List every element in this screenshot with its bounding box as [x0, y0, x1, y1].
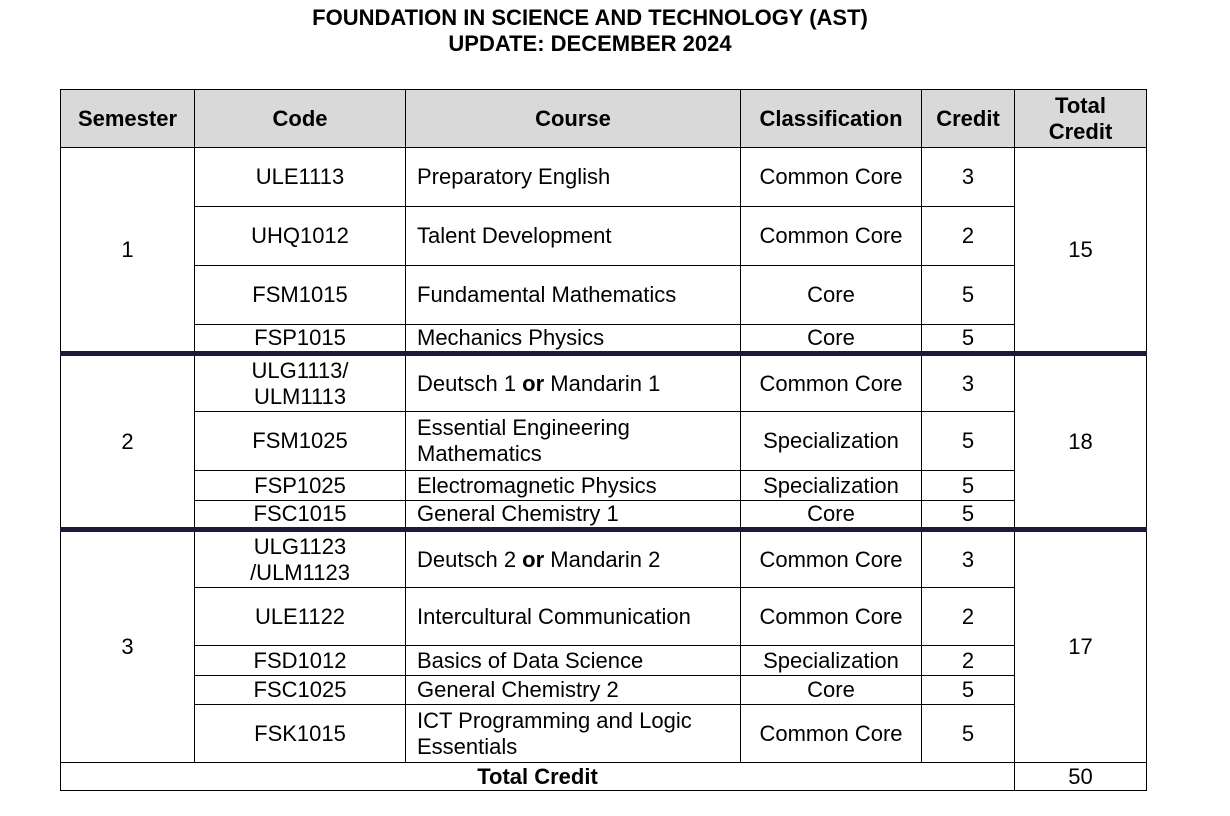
classification-cell: Common Core	[741, 530, 922, 588]
code-cell: FSD1012	[195, 646, 406, 676]
course-cell: Talent Development	[406, 207, 741, 266]
course-cell: Electromagnetic Physics	[406, 471, 741, 501]
table-row	[61, 207, 1147, 266]
header-semester: Semester	[61, 90, 195, 148]
credit-cell: 5	[922, 471, 1015, 501]
course-cell: Mechanics Physics	[406, 325, 741, 354]
credit-cell: 3	[922, 530, 1015, 588]
credit-cell: 5	[922, 325, 1015, 354]
classification-cell: Specialization	[741, 646, 922, 676]
document-title: FOUNDATION IN SCIENCE AND TECHNOLOGY (AST)	[312, 5, 868, 30]
code-cell: FSP1025	[195, 471, 406, 501]
table-row	[61, 354, 1147, 412]
course-line1: ICT Programming and Logic	[417, 707, 692, 733]
credit-cell: 5	[922, 501, 1015, 530]
course-cell: Preparatory English	[406, 148, 741, 207]
course-cell: Intercultural Communication	[406, 588, 741, 646]
credit-cell: 3	[922, 354, 1015, 412]
table-row	[61, 705, 1147, 763]
credit-cell: 2	[922, 588, 1015, 646]
credit-cell: 5	[922, 705, 1015, 763]
header-course: Course	[406, 90, 741, 148]
credit-cell: 3	[922, 148, 1015, 207]
classification-cell: Common Core	[741, 148, 922, 207]
table-row	[61, 412, 1147, 471]
total-credit-cell: 18	[1015, 354, 1147, 530]
table-row	[61, 676, 1147, 705]
code-cell: FSK1015	[195, 705, 406, 763]
code-line1: ULG1113/	[251, 357, 349, 383]
code-line1: ULG1123	[253, 533, 347, 559]
classification-cell: Core	[741, 501, 922, 530]
classification-cell: Specialization	[741, 412, 922, 471]
semester-cell: 1	[61, 148, 195, 354]
credit-cell: 5	[922, 412, 1015, 471]
code-cell	[195, 354, 406, 412]
classification-cell: Common Core	[741, 588, 922, 646]
header-credit: Credit	[922, 90, 1015, 148]
code-line2: ULM1113	[253, 383, 347, 409]
semester-cell: 2	[61, 354, 195, 530]
course-cell	[406, 412, 741, 471]
course-part: Mandarin 1	[544, 370, 661, 396]
credit-cell: 2	[922, 646, 1015, 676]
code-cell: FSC1025	[195, 676, 406, 705]
course-part: Deutsch 2	[417, 546, 523, 572]
course-cell	[406, 705, 741, 763]
header-total-credit-line2: Credit	[1048, 118, 1113, 144]
classification-cell: Core	[741, 266, 922, 325]
classification-cell: Common Core	[741, 207, 922, 266]
classification-cell: Core	[741, 676, 922, 705]
table-row	[61, 501, 1147, 530]
course-part: Mandarin 2	[544, 546, 661, 572]
total-row	[61, 763, 1147, 791]
code-cell: UHQ1012	[195, 207, 406, 266]
credit-cell: 2	[922, 207, 1015, 266]
header-code: Code	[195, 90, 406, 148]
course-line1: Essential Engineering	[417, 415, 630, 440]
table-row	[61, 646, 1147, 676]
total-credit-cell: 15	[1015, 148, 1147, 354]
semester-cell: 3	[61, 530, 195, 763]
course-or: or	[522, 370, 545, 396]
table-row	[61, 471, 1147, 501]
update-date: UPDATE: DECEMBER 2024	[448, 31, 732, 56]
code-line2: /ULM1123	[250, 559, 350, 585]
table-row	[61, 530, 1147, 588]
code-cell: ULE1122	[195, 588, 406, 646]
course-cell: Basics of Data Science	[406, 646, 741, 676]
course-cell: General Chemistry 2	[406, 676, 741, 705]
code-cell: FSP1015	[195, 325, 406, 354]
classification-cell: Specialization	[741, 471, 922, 501]
course-cell: Fundamental Mathematics	[406, 266, 741, 325]
classification-cell: Core	[741, 325, 922, 354]
code-cell: ULE1113	[195, 148, 406, 207]
code-cell	[195, 530, 406, 588]
course-cell: General Chemistry 1	[406, 501, 741, 530]
code-cell: FSM1025	[195, 412, 406, 471]
course-cell	[406, 354, 741, 412]
header-total-credit	[1015, 90, 1147, 148]
classification-cell: Common Core	[741, 354, 922, 412]
classification-cell: Common Core	[741, 705, 922, 763]
table-row	[61, 588, 1147, 646]
course-line2: Mathematics	[417, 441, 542, 466]
course-part: Deutsch 1	[417, 370, 523, 396]
header-row	[61, 90, 1147, 148]
total-credit-value: 50	[1015, 763, 1147, 791]
header-classification: Classification	[741, 90, 922, 148]
table-row	[61, 266, 1147, 325]
code-cell: FSC1015	[195, 501, 406, 530]
course-line2: Essentials	[417, 733, 518, 759]
total-credit-cell: 17	[1015, 530, 1147, 763]
table-row	[61, 325, 1147, 354]
credit-cell: 5	[922, 676, 1015, 705]
table-row	[61, 148, 1147, 207]
total-credit-label: Total Credit	[61, 763, 1015, 791]
course-table	[60, 89, 1147, 791]
course-cell	[406, 530, 741, 588]
code-cell: FSM1015	[195, 266, 406, 325]
course-or: or	[522, 546, 545, 572]
credit-cell: 5	[922, 266, 1015, 325]
header-total-credit-line1: Total	[1055, 92, 1106, 118]
